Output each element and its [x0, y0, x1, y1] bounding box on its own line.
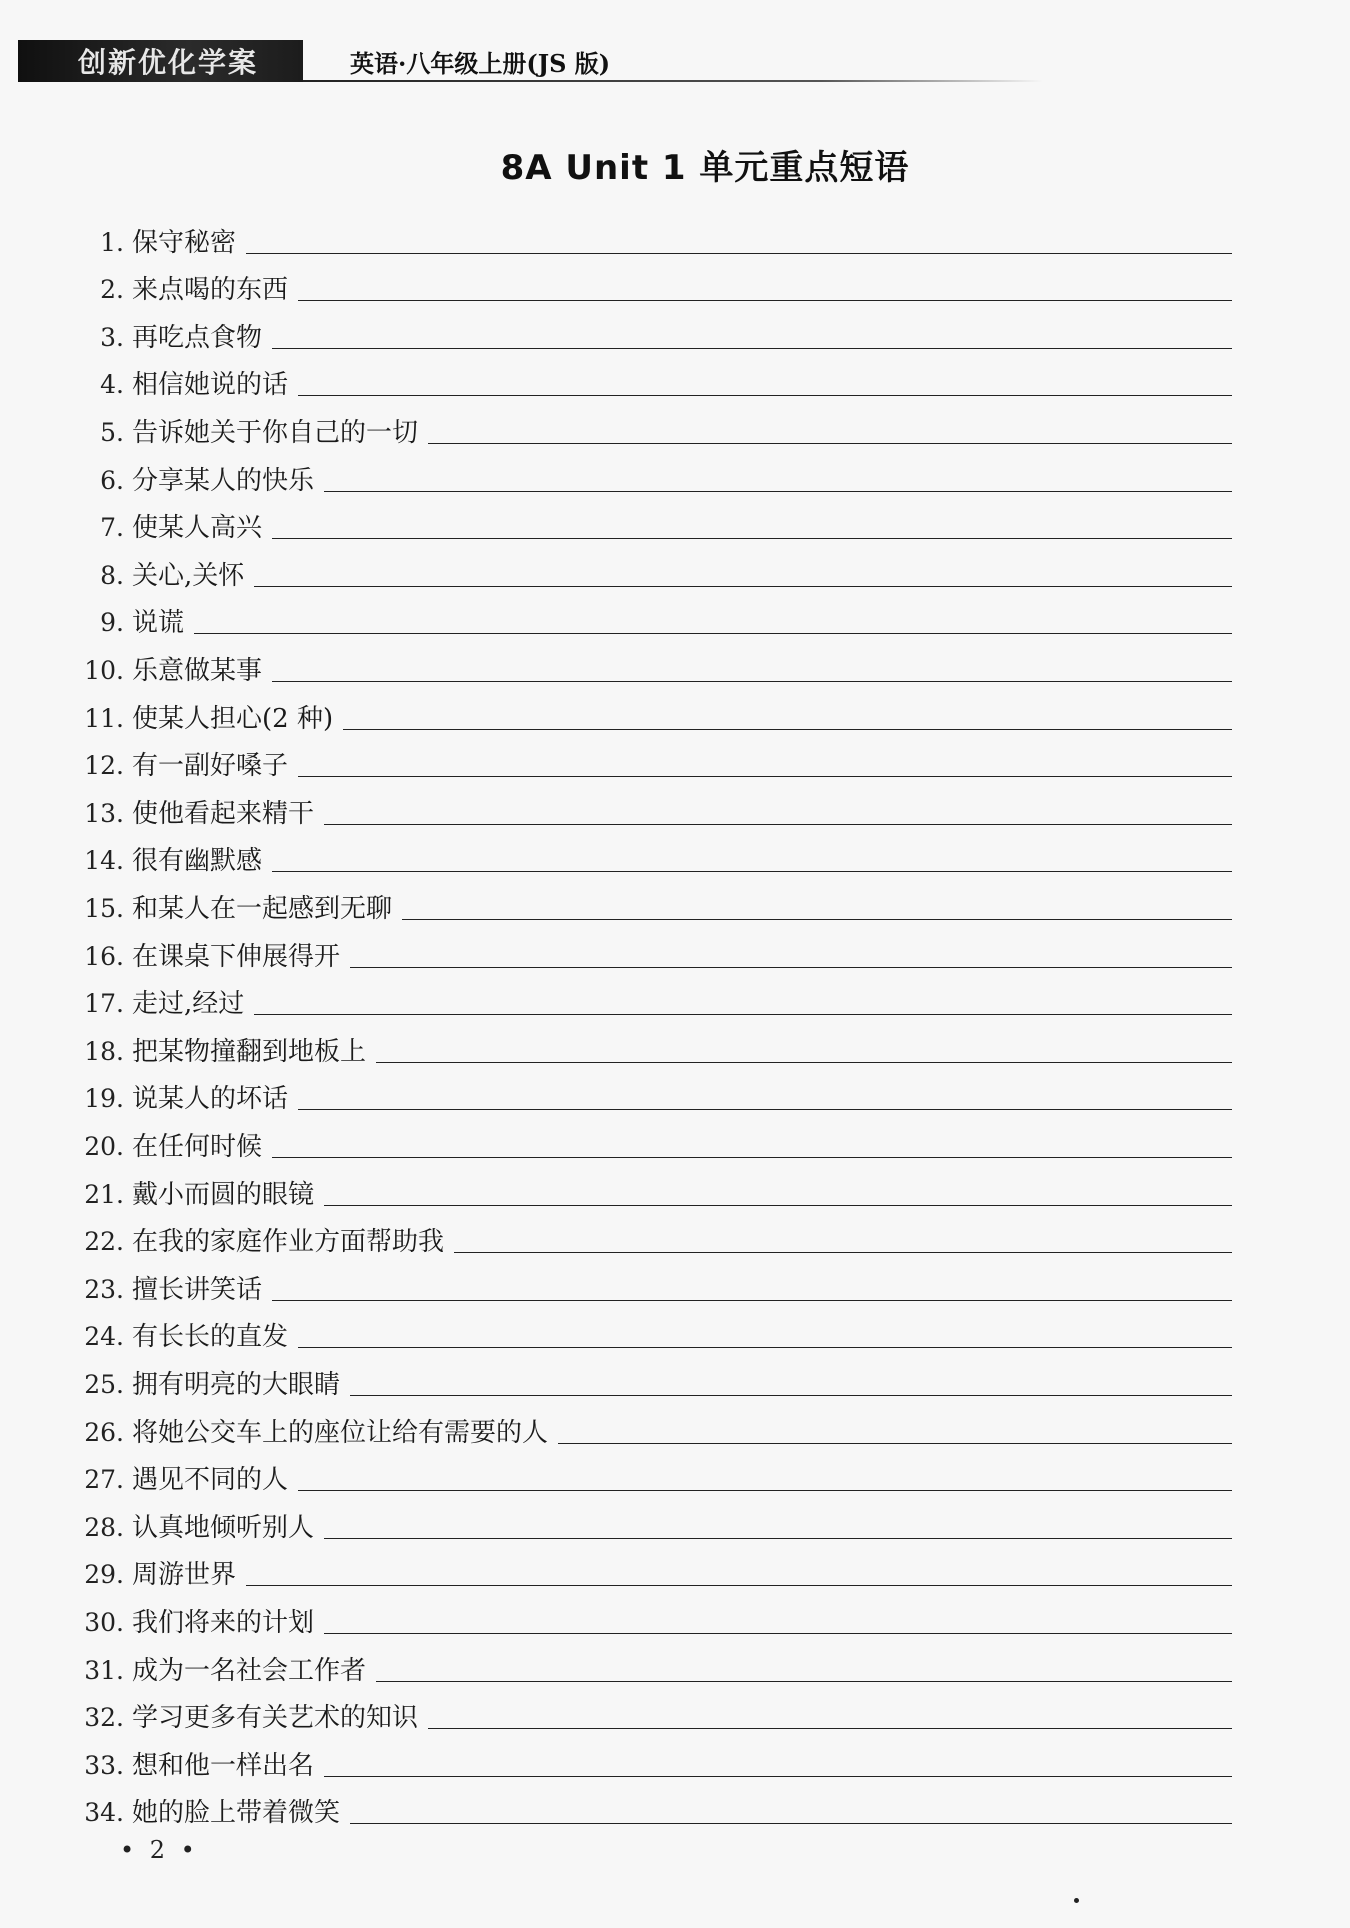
item-number: 31. [84, 1655, 124, 1685]
item-phrase: 使某人担心(2 种) [132, 703, 334, 734]
answer-blank[interactable] [324, 1754, 1232, 1777]
item-phrase: 说谎 [132, 608, 185, 639]
list-item [0, 1448, 1350, 1496]
item-number: 4. [100, 370, 124, 400]
list-item [0, 543, 1350, 591]
item-phrase: 关心,关怀 [132, 560, 245, 591]
list-item [0, 638, 1350, 686]
page-header [18, 40, 1028, 84]
answer-blank[interactable] [298, 373, 1232, 396]
answer-blank[interactable] [298, 1087, 1232, 1110]
item-number: 9. [100, 608, 124, 638]
item-phrase: 戴小而圆的眼镜 [132, 1179, 315, 1210]
list-item [0, 210, 1350, 258]
list-item [0, 1495, 1350, 1543]
list-item [0, 1162, 1350, 1210]
list-item [0, 1638, 1350, 1686]
item-phrase: 使他看起来精干 [132, 798, 315, 829]
list-item [0, 924, 1350, 972]
answer-blank[interactable] [376, 1659, 1232, 1682]
item-number: 26. [84, 1417, 124, 1447]
item-number: 28. [84, 1512, 124, 1542]
item-phrase: 把某物撞翻到地板上 [132, 1036, 367, 1067]
answer-blank[interactable] [324, 469, 1232, 492]
list-item [0, 1305, 1350, 1353]
item-phrase: 有长长的直发 [132, 1322, 289, 1353]
item-number: 21. [84, 1179, 124, 1209]
item-number: 23. [84, 1274, 124, 1304]
answer-blank[interactable] [246, 1563, 1232, 1586]
item-number: 22. [84, 1227, 124, 1257]
answer-blank[interactable] [298, 754, 1232, 777]
item-number: 5. [100, 417, 124, 447]
list-item [0, 972, 1350, 1020]
list-item [0, 353, 1350, 401]
item-phrase: 相信她说的话 [132, 370, 289, 401]
answer-blank[interactable] [272, 516, 1232, 539]
answer-blank[interactable] [254, 992, 1232, 1015]
list-item [0, 876, 1350, 924]
item-phrase: 使某人高兴 [132, 513, 263, 544]
item-number: 14. [84, 846, 124, 876]
item-number: 10. [84, 655, 124, 685]
item-phrase: 和某人在一起感到无聊 [132, 893, 393, 924]
answer-blank[interactable] [376, 1040, 1232, 1063]
answer-blank[interactable] [324, 1516, 1232, 1539]
item-phrase: 认真地倾听别人 [132, 1512, 315, 1543]
list-item [0, 496, 1350, 544]
item-phrase: 在我的家庭作业方面帮助我 [132, 1227, 445, 1258]
item-number: 19. [84, 1084, 124, 1114]
answer-blank[interactable] [298, 1468, 1232, 1491]
brand-banner: 创新优化学案 [18, 40, 303, 82]
item-number: 12. [84, 751, 124, 781]
stray-dot [1074, 1898, 1079, 1903]
item-number: 25. [84, 1369, 124, 1399]
list-item [0, 781, 1350, 829]
list-item [0, 1400, 1350, 1448]
answer-blank[interactable] [298, 278, 1232, 301]
item-phrase: 分享某人的快乐 [132, 465, 315, 496]
item-phrase: 很有幽默感 [132, 846, 263, 877]
header-rule [303, 80, 1043, 82]
answer-blank[interactable] [194, 611, 1232, 634]
item-phrase: 遇见不同的人 [132, 1465, 289, 1496]
item-number: 16. [84, 941, 124, 971]
list-item [0, 448, 1350, 496]
list-item [0, 1733, 1350, 1781]
item-number: 33. [84, 1750, 124, 1780]
list-item [0, 1352, 1350, 1400]
answer-blank[interactable] [343, 707, 1232, 730]
answer-blank[interactable] [324, 1611, 1232, 1634]
item-number: 29. [84, 1560, 124, 1590]
item-phrase: 成为一名社会工作者 [132, 1655, 367, 1686]
item-phrase: 来点喝的东西 [132, 275, 289, 306]
list-item [0, 305, 1350, 353]
list-item [0, 258, 1350, 306]
page-number: • 2 • [120, 1836, 199, 1864]
item-number: 27. [84, 1465, 124, 1495]
item-phrase: 保守秘密 [132, 227, 237, 258]
item-phrase: 走过,经过 [132, 989, 245, 1020]
item-phrase: 擅长讲笑话 [132, 1274, 263, 1305]
list-item [0, 686, 1350, 734]
list-item [0, 1114, 1350, 1162]
item-phrase: 告诉她关于你自己的一切 [132, 417, 419, 448]
item-number: 32. [84, 1703, 124, 1733]
answer-blank[interactable] [558, 1421, 1232, 1444]
item-number: 8. [100, 560, 124, 590]
item-phrase: 说某人的坏话 [132, 1084, 289, 1115]
list-item [0, 591, 1350, 639]
list-item [0, 1686, 1350, 1734]
list-item [0, 400, 1350, 448]
item-phrase: 在课桌下伸展得开 [132, 941, 341, 972]
list-item [0, 1590, 1350, 1638]
item-phrase: 有一副好嗓子 [132, 751, 289, 782]
list-item [0, 1543, 1350, 1591]
item-number: 20. [84, 1131, 124, 1161]
item-phrase: 我们将来的计划 [132, 1607, 315, 1638]
answer-blank[interactable] [428, 421, 1232, 444]
item-phrase: 想和他一样出名 [132, 1750, 315, 1781]
list-item [0, 1019, 1350, 1067]
answer-blank[interactable] [272, 659, 1232, 682]
item-number: 34. [84, 1798, 124, 1828]
item-phrase: 在任何时候 [132, 1131, 263, 1162]
list-item [0, 1210, 1350, 1258]
item-number: 13. [84, 798, 124, 828]
item-number: 2. [100, 275, 124, 305]
answer-blank[interactable] [324, 1183, 1232, 1206]
item-number: 11. [84, 703, 124, 733]
answer-blank[interactable] [350, 1373, 1232, 1396]
list-item [0, 734, 1350, 782]
item-phrase: 将她公交车上的座位让给有需要的人 [132, 1417, 549, 1448]
item-phrase: 她的脸上带着微笑 [132, 1798, 341, 1829]
answer-blank[interactable] [324, 802, 1232, 825]
item-number: 7. [100, 513, 124, 543]
answer-blank[interactable] [254, 564, 1232, 587]
list-item [0, 829, 1350, 877]
item-number: 24. [84, 1322, 124, 1352]
answer-blank[interactable] [454, 1230, 1232, 1253]
answer-blank[interactable] [350, 945, 1232, 968]
list-item [0, 1781, 1350, 1829]
item-number: 17. [84, 989, 124, 1019]
answer-blank[interactable] [428, 1706, 1232, 1729]
list-item [0, 1067, 1350, 1115]
item-number: 6. [100, 465, 124, 495]
item-number: 15. [84, 893, 124, 923]
item-phrase: 再吃点食物 [132, 322, 263, 353]
item-number: 30. [84, 1607, 124, 1637]
answer-blank[interactable] [246, 231, 1232, 254]
answer-blank[interactable] [402, 897, 1232, 920]
answer-blank[interactable] [272, 849, 1232, 872]
answer-blank[interactable] [272, 1135, 1232, 1158]
subject-title: 英语·八年级上册(JS 版) [350, 49, 611, 78]
answer-blank[interactable] [350, 1801, 1232, 1824]
answer-blank[interactable] [298, 1325, 1232, 1348]
answer-blank[interactable] [272, 1278, 1232, 1301]
item-number: 3. [100, 322, 124, 352]
unit-title: 8A Unit 1 单元重点短语 [500, 148, 910, 188]
item-number: 1. [100, 227, 124, 257]
item-phrase: 周游世界 [132, 1560, 237, 1591]
item-number: 18. [84, 1036, 124, 1066]
answer-blank[interactable] [272, 326, 1232, 349]
item-phrase: 乐意做某事 [132, 655, 263, 686]
list-item [0, 1257, 1350, 1305]
item-phrase: 拥有明亮的大眼睛 [132, 1369, 341, 1400]
item-phrase: 学习更多有关艺术的知识 [132, 1703, 419, 1734]
